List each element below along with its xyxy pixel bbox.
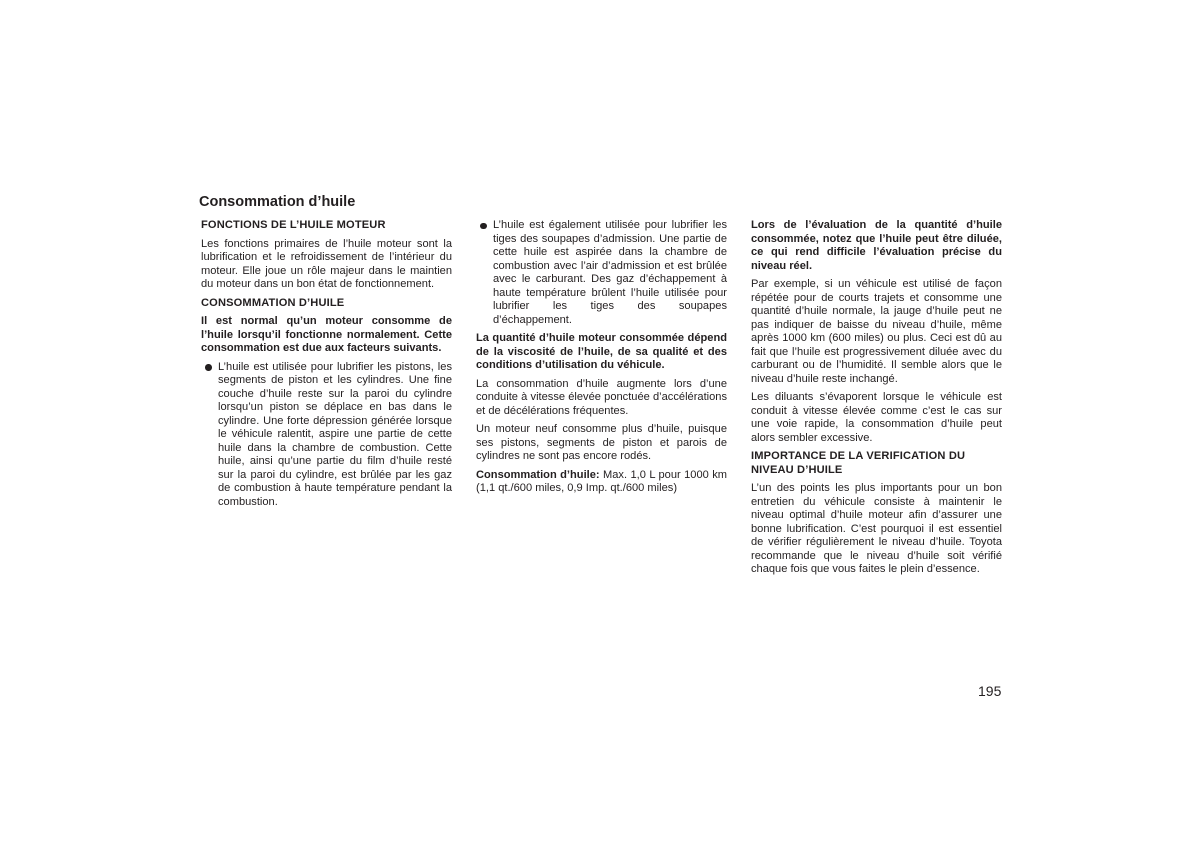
consumption-spec-label: Consommation d’huile: — [476, 468, 600, 481]
bullet-text-soupapes: L’huile est également utilisée pour lubrifier les tiges des soupapes d’admission. Une partie de cette huile est aspirée dans la chambre de combustion avec l’air d’admission et est brûlée avec le carburant. Des gaz d’échappement à haute température brûlent l’huile utilisée pour lubrifier les tiges des soupapes d’échappement. — [493, 219, 727, 326]
paragraph-importance: L’un des points les plus importants pour un bon entretien du véhicule consiste à maintenir le niveau optimal d’huile moteur afin d’assurer une bonne lubrification. C’est pourquoi il est essentiel de vérifier régulièrement le niveau d’huile. Toyota recommande que le niveau d’huile soit vérifié chaque fois que vous faites le plein d’essence. — [751, 482, 1002, 575]
paragraph-diluents: Les diluants s’évaporent lorsque le véhicule est conduit à vitesse élevée comme c’est le cas sur une voie rapide, la consommation d’huile peut alors sembler excessive. — [751, 391, 1002, 444]
paragraph-new-engine: Un moteur neuf consomme plus d’huile, puisque ses pistons, segments de piston et parois de cylindres ne sont pas encore rodés. — [476, 423, 727, 462]
heading-fonctions: FONCTIONS DE L’HUILE MOTEUR — [201, 219, 386, 231]
paragraph-consumption-spec — [476, 469, 727, 496]
section-title: Consommation d’huile — [199, 194, 356, 210]
paragraph-dilution-note: Lors de l’évaluation de la quantité d’huile consommée, notez que l’huile peut être diluée, ce qui rend difficile l’évaluation précise du niveau réel. — [751, 219, 1002, 272]
bullet-item-pistons — [201, 361, 452, 510]
paragraph-fonctions: Les fonctions primaires de l’huile moteur sont la lubrification et le refroidissement de l’intérieur du moteur. Elle joue un rôle majeur dans le maintien du moteur dans un bon état de fonctionnement. — [201, 237, 452, 290]
paragraph-example: Par exemple, si un véhicule est utilisé de façon répétée pour de courts trajets et consomme une quantité d’huile normale, la jauge d’huile peut ne pas indiquer de baisse du niveau d’huile, même après 1000 km (600 miles) ou plus. Ceci est dû au fait que l’huile est progressivement diluée avec du carburant ou de l’humidité. Il semble alors que le niveau d’huile reste inchangé. — [751, 278, 1002, 385]
consumption-spec-value: Max. 1,0 L pour 1000 km (1,1 qt./600 miles, 0,9 Imp. qt./600 miles) — [476, 468, 728, 494]
page-number: 195 — [978, 683, 1002, 699]
paragraph-viscosity: La quantité d’huile moteur consommée dépend de la viscosité de l’huile, de sa qualité et des conditions d’utilisation du véhicule. — [476, 332, 727, 371]
bullet-icon — [205, 364, 212, 371]
bullet-item-soupapes — [476, 219, 727, 327]
paragraph-acceleration: La consommation d’huile augmente lors d’une conduite à vitesse élevée ponctuée d’accélérations et de décélérations fréquentes. — [476, 377, 727, 417]
column-middle — [476, 219, 727, 501]
column-right — [751, 219, 1002, 582]
column-left — [201, 219, 452, 514]
heading-importance: IMPORTANCE DE LA VERIFICATION DU NIVEAU D’HUILE — [751, 450, 966, 476]
bullet-icon — [480, 223, 487, 230]
bullet-text-pistons: L’huile est utilisée pour lubrifier les pistons, les segments de piston et les cylindres. Une fine couche d’huile reste sur la paroi du cylindre lorsqu’un piston se déplace en bas dans le cylindre. Une forte dépression générée lorsque le véhicule ralentit, aspire une partie de cette huile dans la chambre de combustion. Cette huile, ainsi qu’une partie du film d’huile resté sur la paroi du cylindre, est brûlée par les gaz de combustion à haute température pendant la combustion. — [218, 360, 452, 508]
paragraph-normal-consumption: Il est normal qu’un moteur consomme de l’huile lorsqu’il fonctionne normalement. Cette consommation est due aux facteurs suivants. — [201, 315, 452, 354]
heading-consommation: CONSOMMATION D’HUILE — [201, 296, 345, 309]
